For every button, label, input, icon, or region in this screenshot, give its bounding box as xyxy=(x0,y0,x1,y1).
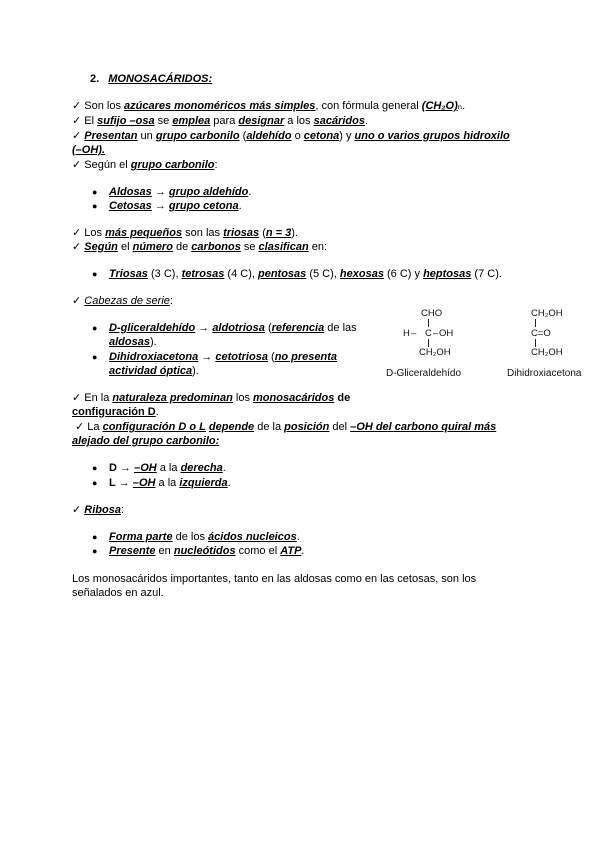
list-item-l: L → –OH a la izquierda. xyxy=(109,477,231,489)
list-item-d: D → –OH a la derecha. xyxy=(109,462,226,474)
check-mark: ✓ xyxy=(72,392,82,404)
list-item-dihidroxiacetona: Dihidroxiacetona → cetotriosa (no presenta xyxy=(109,351,338,363)
document-page: 2. MONOSACÁRIDOS: ✓ Son los azúcares monoméricos más simples, con fórmula general (CH₂O)ₙ. ✓ El sufijo –osa se emplea para designar a los sacáridos. ✓ Presentan un grupo carbonilo (aldehído o cetona) y uno o varios grupos hidroxilo (–OH). ✓ Según el grupo carbonilo: ● Aldosas → grupo aldehído. ● Cetosas → grupo cetona. ✓ Los más pequeños son las triosas (n = 3). ✓ Según el número de carbonos se clasifican en: ● Triosas (3 C), tetrosas (4 C), pentosas (5 C), hexosas (6 C) y heptosas (7 C). ✓ Cabezas de serie: ● D-gliceraldehído → aldotriosa (referencia de las aldosas). ● Dihidroxiacetona → cetotriosa (no presenta actividad óptica). CHO H – C – OH CH₂OH D-Gliceraldehído CH₂OH C=O CH₂OH Dihidroxiacetona ✓ En la naturaleza predominan los monosacáridos de configuración D. ✓ La configuración D o L depende de la posición del –OH del carbono quiral más alejado del grupo carbonilo: ● D → –OH a la derecha. ● L → –OH a la izquierda. ✓ Ribosa: ● Forma parte de los ácidos nucleicos. ● Presente en nucleótidos como el ATP. Los monosacáridos importantes, tanto en las aldosas como en las cetosas, son los señalados en azul. xyxy=(72,73,582,599)
paragraph-ribosa: ✓ Ribosa: xyxy=(72,504,125,516)
paragraph-final: Los monosacáridos importantes, tanto en las aldosas como en las cetosas, son los xyxy=(72,573,477,585)
bullet-icon: ● xyxy=(92,478,98,488)
check-mark: ✓ xyxy=(72,504,82,516)
check-mark: ✓ xyxy=(72,295,82,307)
paragraph-formula: ✓ Son los azúcares monoméricos más simples, con fórmula general (CH₂O)ₙ. xyxy=(72,100,466,112)
heading-number: 2. xyxy=(90,73,100,85)
paragraph-series-heads: ✓ Cabezas de serie: xyxy=(72,295,173,307)
check-mark: ✓ xyxy=(72,241,82,253)
bullet-icon: ● xyxy=(92,352,98,362)
paragraph-carbonyl: ✓ Según el grupo carbonilo: xyxy=(72,159,218,171)
check-mark: ✓ xyxy=(72,227,82,239)
bullet-icon: ● xyxy=(92,201,98,211)
bullet-icon: ● xyxy=(92,463,98,473)
list-item-gliceraldehido: D-gliceraldehído → aldotriosa (referencia de las xyxy=(109,322,357,334)
heading-title: MONOSACÁRIDOS: xyxy=(108,73,213,85)
bullet-icon: ● xyxy=(92,532,98,542)
list-item-gliceraldehido-cont: aldosas). xyxy=(109,336,157,348)
bullet-icon: ● xyxy=(92,546,98,556)
list-item-carbon-count: Triosas (3 C), tetrosas (4 C), pentosas (5 C), hexosas (6 C) y heptosas (7 C). xyxy=(109,268,502,280)
list-item-cetosas: Cetosas → grupo cetona. xyxy=(109,200,242,212)
paragraph-functional-groups: ✓ Presentan un grupo carbonilo (aldehído o cetona) y uno o varios grupos hidroxilo xyxy=(72,130,510,142)
paragraph-final-cont: señalados en azul. xyxy=(72,587,164,599)
list-item-nucleic-acids: Forma parte de los ácidos nucleicos. xyxy=(109,531,300,543)
paragraph-smallest: ✓ Los más pequeños son las triosas (n = 3). xyxy=(72,227,298,239)
check-mark: ✓ xyxy=(72,100,82,112)
paragraph-nature-cont: configuración D. xyxy=(72,406,159,418)
list-item-dihidroxiacetona-cont: actividad óptica). xyxy=(109,365,199,377)
bullet-icon: ● xyxy=(92,187,98,197)
check-mark: ✓ xyxy=(75,421,85,433)
bullet-icon: ● xyxy=(92,323,98,333)
caption-dihidroxiacetona: Dihidroxiacetona xyxy=(507,368,582,379)
paragraph-configuration: ✓ La configuración D o L depende de la posición del –OH del carbono quiral más xyxy=(75,421,497,433)
paragraph-classification: ✓ Según el número de carbonos se clasifican en: xyxy=(72,241,328,253)
list-item-atp: Presente en nucleótidos como el ATP. xyxy=(109,545,305,557)
paragraph-functional-groups-cont: (–OH). xyxy=(72,144,105,156)
list-item-aldosas: Aldosas → grupo aldehído. xyxy=(109,186,252,198)
section-heading xyxy=(90,72,212,86)
check-mark: ✓ xyxy=(72,159,82,171)
check-mark: ✓ xyxy=(72,115,82,127)
paragraph-configuration-cont: alejado del grupo carbonilo: xyxy=(72,435,220,447)
caption-gliceraldehido: D-Gliceraldehído xyxy=(386,368,462,379)
paragraph-nature: ✓ En la naturaleza predominan los monosacáridos de xyxy=(72,392,351,404)
paragraph-suffix: ✓ El sufijo –osa se emplea para designar a los sacáridos. xyxy=(72,115,369,127)
check-mark: ✓ xyxy=(72,130,82,142)
bullet-icon: ● xyxy=(92,269,98,279)
